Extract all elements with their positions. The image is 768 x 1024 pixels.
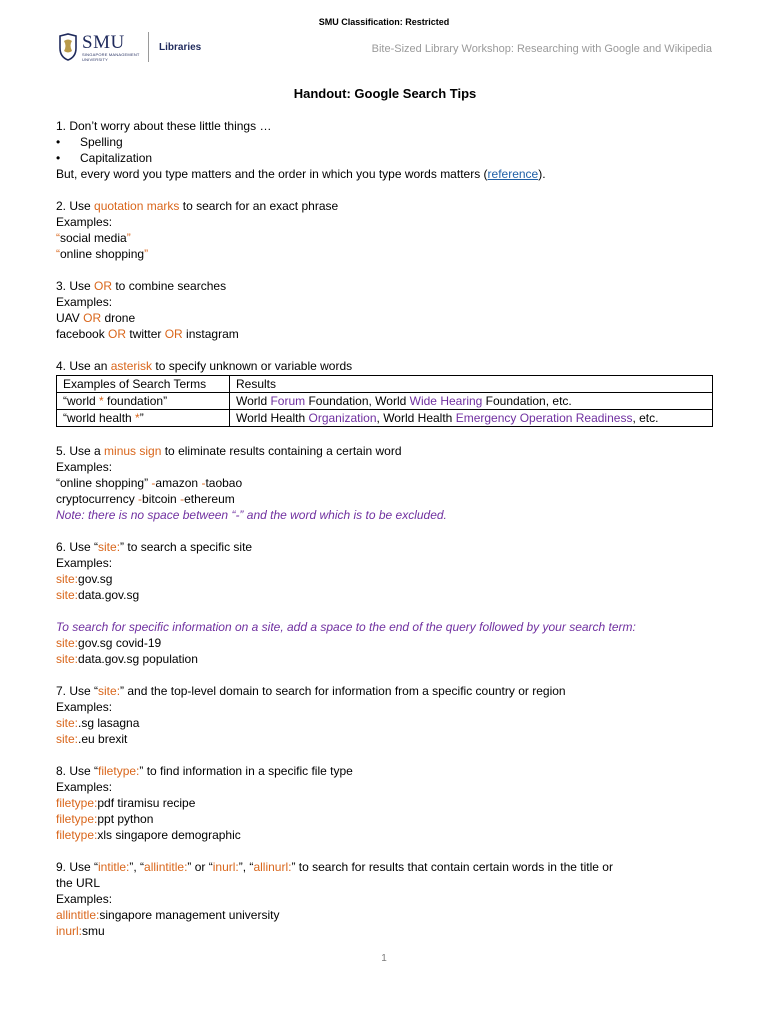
text: 6. Use “ <box>56 540 99 554</box>
workshop-title: Bite-Sized Library Workshop: Researching with Google and Wikipedia <box>371 43 712 55</box>
table-cell <box>57 410 230 427</box>
examples-label: Examples: <box>56 892 113 906</box>
section-3-heading <box>56 278 714 294</box>
section-1 <box>56 118 714 182</box>
text: 5. Use a <box>56 444 105 458</box>
keyword: - <box>180 492 185 506</box>
text: to eliminate results containing a certain word <box>161 444 402 458</box>
text: foundation” <box>103 393 168 408</box>
text: Foundation, etc. <box>482 393 572 408</box>
keyword: OR <box>108 327 127 341</box>
table-header-cell: Results <box>230 376 713 393</box>
quote-mark: ” <box>126 231 131 245</box>
keyword: - <box>138 492 143 506</box>
keyword: allintitle: <box>144 860 188 874</box>
table-header-cell: Examples of Search Terms <box>57 376 230 393</box>
text: facebook <box>56 327 109 341</box>
section-1-heading: 1. Don’t worry about these little things … <box>56 119 272 133</box>
text: “online shopping” <box>56 476 152 490</box>
table-cell <box>230 410 713 427</box>
text: gov.sg <box>78 572 113 586</box>
quote-mark: “ <box>56 247 60 261</box>
text: singapore management university <box>99 908 280 922</box>
text: 8. Use “ <box>56 764 99 778</box>
table-row <box>57 393 713 410</box>
keyword: site: <box>56 588 79 602</box>
keyword: site: <box>98 540 121 554</box>
keyword: site: <box>56 572 79 586</box>
text: But, every word you type matters and the order in which you type words matters ( <box>56 167 488 181</box>
highlight: Forum <box>270 393 306 408</box>
text: 4. Use an <box>56 359 111 373</box>
section-7 <box>56 683 714 747</box>
example <box>56 651 714 667</box>
example <box>56 571 714 587</box>
logo-subtext: SINGAPORE MANAGEMENT UNIVERSITY <box>82 51 140 62</box>
keyword: quotation marks <box>94 199 180 213</box>
text: 7. Use “ <box>56 684 99 698</box>
section-6 <box>56 539 714 667</box>
bullet-capitalization: • Capitalization <box>56 150 714 166</box>
text: amazon <box>155 476 202 490</box>
keyword: intitle: <box>98 860 130 874</box>
spacer <box>56 603 714 619</box>
text: .eu brexit <box>78 732 128 746</box>
text: ). <box>538 167 546 181</box>
keyword: * <box>99 393 104 408</box>
text: ” to find information in a specific file type <box>139 764 353 778</box>
highlight: Organization <box>308 410 377 425</box>
section-4-heading <box>56 358 714 374</box>
section-3 <box>56 278 714 342</box>
text: to combine searches <box>112 279 227 293</box>
example <box>56 635 714 651</box>
handout-body <box>56 86 714 955</box>
examples-label: Examples: <box>56 780 113 794</box>
text: “world health <box>63 410 136 425</box>
example <box>56 587 714 603</box>
classification-label: SMU Classification: Restricted <box>318 17 450 27</box>
text: UAV <box>56 311 84 325</box>
text: Foundation, World <box>305 393 410 408</box>
keyword: site: <box>56 732 79 746</box>
examples-label: Examples: <box>56 460 113 474</box>
example <box>56 907 714 923</box>
text: ”, “ <box>238 860 254 874</box>
logo-divider <box>148 32 149 62</box>
keyword: minus sign <box>104 444 162 458</box>
text: cryptocurrency <box>56 492 139 506</box>
section-6-heading <box>56 539 714 555</box>
examples-label: Examples: <box>56 295 113 309</box>
text: to search for an exact phrase <box>179 199 339 213</box>
text: 3. Use <box>56 279 95 293</box>
section-8 <box>56 763 714 843</box>
note: To search for specific information on a site, add a space to the end of the query followed by your search term: <box>56 620 636 634</box>
example <box>56 326 714 342</box>
keyword: inurl: <box>212 860 239 874</box>
example <box>56 230 714 246</box>
keyword: site: <box>56 716 79 730</box>
keyword: filetype: <box>56 796 98 810</box>
text: smu <box>82 924 105 938</box>
text: ” to search a specific site <box>120 540 253 554</box>
section-8-heading <box>56 763 714 779</box>
keyword: - <box>151 476 156 490</box>
keyword: OR <box>83 311 102 325</box>
text: , World Health <box>376 410 456 425</box>
text: 2. Use <box>56 199 95 213</box>
section-2-heading <box>56 198 714 214</box>
text: ” <box>139 410 144 425</box>
keyword: allintitle: <box>56 908 100 922</box>
quote-mark: ” <box>144 247 149 261</box>
text: to specify unknown or variable words <box>152 359 353 373</box>
example <box>56 923 714 939</box>
keyword: allinurl: <box>253 860 292 874</box>
text: 9. Use “ <box>56 860 99 874</box>
text: ” or “ <box>187 860 213 874</box>
text: online shopping <box>60 247 145 261</box>
logo-smu-text: SMU <box>82 31 125 53</box>
quote-mark: “ <box>56 231 60 245</box>
table-cell <box>230 393 713 410</box>
highlight: Emergency Operation Readiness <box>455 410 633 425</box>
section-7-heading <box>56 683 714 699</box>
section-9-heading-cont: the URL <box>56 876 101 890</box>
keyword: OR <box>164 327 183 341</box>
keyword: inurl: <box>56 924 83 938</box>
text: “world <box>63 393 100 408</box>
text: data.gov.sg <box>78 588 140 602</box>
example <box>56 795 714 811</box>
smu-crest-icon <box>57 32 79 62</box>
example <box>56 246 714 262</box>
section-4 <box>56 358 714 427</box>
table-cell <box>57 393 230 410</box>
text: ethereum <box>184 492 235 506</box>
text: World <box>236 393 271 408</box>
highlight: Wide Hearing <box>409 393 483 408</box>
text: World Health <box>236 410 309 425</box>
text: social media <box>60 231 127 245</box>
note: Note: there is no space between “-” and the word which is to be excluded. <box>56 508 447 522</box>
text: data.gov.sg population <box>78 652 198 666</box>
text: , etc. <box>632 410 659 425</box>
keyword: asterisk <box>110 359 153 373</box>
text: bitcoin <box>142 492 181 506</box>
section-5 <box>56 443 714 523</box>
keyword: filetype: <box>56 812 98 826</box>
text: ” and the top-level domain to search for information from a specific country or region <box>120 684 566 698</box>
logo-libraries-text: Libraries <box>159 41 202 53</box>
keyword: site: <box>56 652 79 666</box>
bullet-spelling: • Spelling <box>56 134 714 150</box>
keyword: OR <box>94 279 113 293</box>
smu-libraries-logo[interactable] <box>57 30 201 64</box>
text: ”, “ <box>129 860 145 874</box>
example <box>56 731 714 747</box>
text: twitter <box>126 327 165 341</box>
text: pdf tiramisu recipe <box>97 796 196 810</box>
keyword: - <box>201 476 206 490</box>
section-9-heading <box>56 859 714 875</box>
example <box>56 715 714 731</box>
reference-link[interactable]: reference <box>487 167 539 181</box>
keyword: * <box>135 410 140 425</box>
examples-label: Examples: <box>56 700 113 714</box>
page-number: 1 <box>381 953 387 964</box>
text: ppt python <box>97 812 154 826</box>
page-title: Handout: Google Search Tips <box>293 86 477 101</box>
example <box>56 811 714 827</box>
example <box>56 491 714 507</box>
text: xls singapore demographic <box>97 828 241 842</box>
keyword: site: <box>98 684 121 698</box>
table-header-row <box>57 376 713 393</box>
text: gov.sg covid-19 <box>78 636 162 650</box>
text: drone <box>101 311 136 325</box>
keyword: filetype: <box>98 764 140 778</box>
section-1-text <box>56 166 714 182</box>
example <box>56 310 714 326</box>
text: .sg lasagna <box>78 716 140 730</box>
asterisk-examples-table <box>56 375 713 427</box>
text: instagram <box>182 327 239 341</box>
section-5-heading <box>56 443 714 459</box>
table-row <box>57 410 713 427</box>
examples-label: Examples: <box>56 556 113 570</box>
text: taobao <box>205 476 243 490</box>
section-2 <box>56 198 714 262</box>
examples-label: Examples: <box>56 215 113 229</box>
text: ” to search for results that contain certain words in the title or <box>291 860 613 874</box>
keyword: filetype: <box>56 828 98 842</box>
example <box>56 475 714 491</box>
example <box>56 827 714 843</box>
section-9 <box>56 859 714 939</box>
keyword: site: <box>56 636 79 650</box>
